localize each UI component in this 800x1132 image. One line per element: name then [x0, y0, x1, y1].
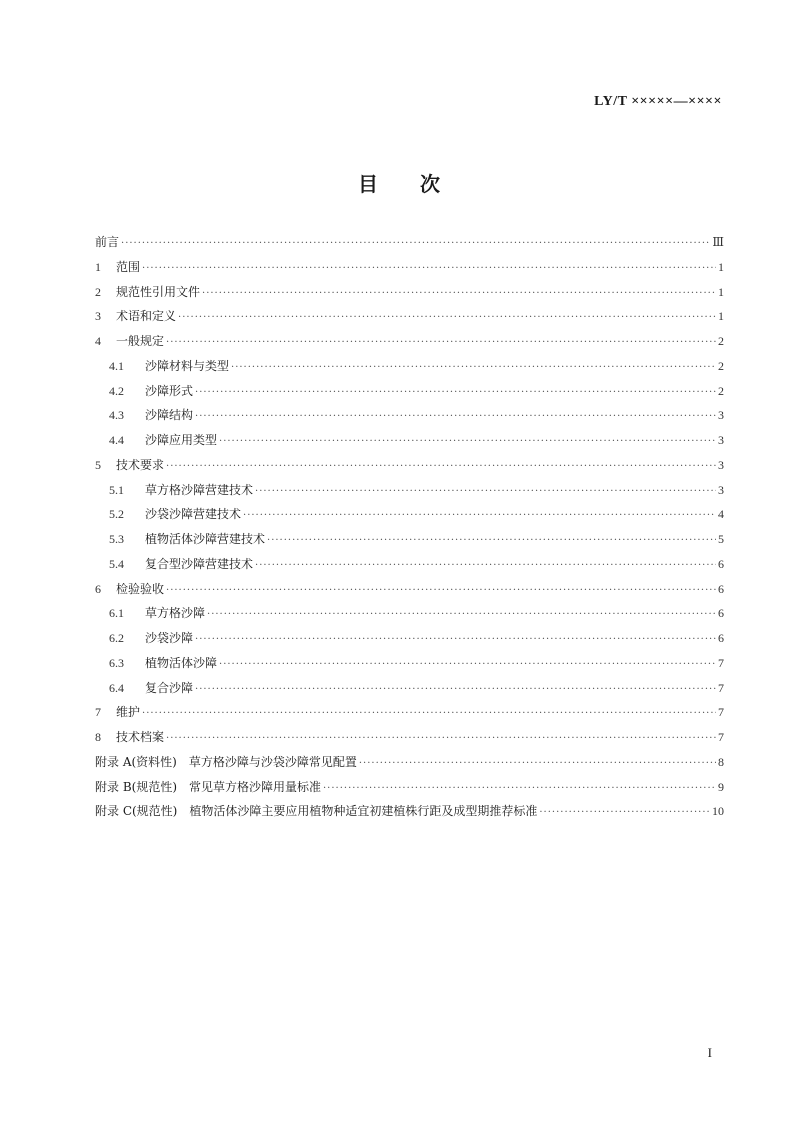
toc-entry[interactable] — [95, 676, 724, 701]
toc-entry-page: 6 — [718, 581, 724, 596]
toc-dot-leader — [166, 579, 716, 602]
toc-entry-label: 沙障应用类型 — [145, 433, 218, 447]
toc-dot-leader — [255, 554, 716, 577]
toc-entry-page: 3 — [718, 482, 724, 497]
toc-entry-label: 一般规定 — [116, 334, 165, 348]
toc-entry-label: 草方格沙障营建技术 — [145, 482, 254, 497]
toc-dot-leader — [539, 801, 710, 824]
toc-dot-leader — [195, 678, 716, 701]
toc-dot-leader — [166, 455, 716, 478]
toc-title-right: 次 — [420, 172, 442, 196]
toc-entry-page: 6 — [718, 631, 724, 645]
toc-dot-leader — [195, 381, 716, 404]
toc-entry-label: 附录 A(资料性) 草方格沙障与沙袋沙障常见配置 — [95, 754, 357, 769]
standard-code: LY/T ×××××—×××× — [594, 94, 722, 109]
toc-entry[interactable] — [95, 379, 724, 404]
toc-dot-leader — [166, 727, 716, 750]
toc-entry-page: 2 — [718, 383, 724, 398]
toc-dot-leader — [231, 356, 716, 379]
toc-entry-label: 附录 B(规范性) 常见草方格沙障用量标准 — [95, 779, 321, 794]
toc-entry[interactable] — [95, 527, 724, 552]
toc-entry-page: 7 — [718, 680, 724, 695]
toc-dot-leader — [121, 232, 710, 255]
toc-entry[interactable] — [95, 354, 724, 379]
toc-entry-number: 6.3 — [109, 655, 124, 670]
toc-entry[interactable] — [95, 750, 724, 775]
toc-entry[interactable] — [95, 700, 724, 725]
toc-entry[interactable] — [95, 428, 724, 453]
toc-entry-page: 3 — [718, 457, 724, 472]
toc-dot-leader — [323, 777, 716, 800]
toc-entry-page: 6 — [718, 606, 724, 621]
toc-entry-label: 沙障形式 — [145, 383, 194, 398]
toc-entry-number: 4.3 — [109, 408, 124, 423]
toc-dot-leader — [219, 653, 716, 676]
toc-entry-number: 5.4 — [109, 556, 124, 571]
toc-entry-page: 5 — [718, 532, 724, 546]
toc-entry[interactable] — [95, 255, 724, 280]
toc-entry-label: 沙障材料与类型 — [145, 358, 230, 373]
toc-dot-leader — [195, 628, 716, 651]
toc-entry-page: 7 — [718, 655, 724, 670]
toc-entry-number: 3 — [95, 309, 101, 324]
toc-dot-leader — [178, 306, 716, 329]
toc-entry-label: 沙袋沙障 — [145, 631, 194, 645]
toc-entry-number: 4.4 — [109, 433, 124, 447]
toc-dot-leader — [202, 282, 716, 305]
toc-dot-leader — [267, 529, 716, 552]
toc-entry-label: 附录 C(规范性) 植物活体沙障主要应用植物种适宜初建植株行距及成型期推荐标准 — [95, 804, 538, 819]
toc-entry-label: 草方格沙障 — [145, 606, 206, 621]
toc-title — [0, 168, 800, 197]
toc-dot-leader — [166, 331, 716, 354]
toc-entry[interactable] — [95, 478, 724, 503]
toc-entry-number: 1 — [95, 259, 101, 274]
toc-entry-label: 复合沙障 — [145, 680, 194, 695]
toc-entry-label: 沙障结构 — [145, 408, 194, 423]
toc-entry-label: 前言 — [95, 235, 120, 249]
toc-entry-number: 8 — [95, 730, 101, 744]
toc-entry-number: 4.2 — [109, 383, 124, 398]
toc-entry-number: 5.2 — [109, 507, 124, 522]
toc-dot-leader — [142, 257, 716, 280]
toc-entry-number: 5 — [95, 457, 101, 472]
toc-entry-number: 2 — [95, 284, 101, 299]
toc-entry-number: 7 — [95, 705, 101, 720]
toc-entry[interactable] — [95, 577, 724, 602]
toc-entry[interactable] — [95, 626, 724, 651]
toc-entry[interactable] — [95, 651, 724, 676]
toc-entry[interactable] — [95, 329, 724, 354]
toc-entry-label: 范围 — [116, 259, 141, 274]
toc-entry[interactable] — [95, 725, 724, 750]
toc-entry-label: 技术要求 — [116, 457, 165, 472]
toc-entry-page: 2 — [718, 334, 724, 348]
toc-entry[interactable] — [95, 502, 724, 527]
toc-entry-number: 6.1 — [109, 606, 124, 621]
toc-entry-label: 植物活体沙障 — [145, 655, 218, 670]
toc-entry-label: 检验验收 — [116, 581, 165, 596]
toc-entry-page: 7 — [718, 705, 724, 720]
toc-entry-label: 植物活体沙障营建技术 — [145, 532, 266, 546]
toc-entry-label: 技术档案 — [116, 730, 165, 744]
toc-entry-label: 沙袋沙障营建技术 — [145, 507, 242, 522]
toc-entry-label: 规范性引用文件 — [116, 284, 201, 299]
toc-entry-number: 4.1 — [109, 358, 124, 373]
toc-entry-page: 1 — [718, 309, 724, 324]
toc-dot-leader — [243, 504, 716, 527]
toc-entry[interactable] — [95, 601, 724, 626]
toc-entry-page: 8 — [718, 754, 724, 769]
toc-entry-page: 6 — [718, 556, 724, 571]
toc-dot-leader — [255, 480, 716, 503]
toc-entry[interactable] — [95, 552, 724, 577]
toc-entry-label: 术语和定义 — [116, 309, 177, 324]
toc-entry-number: 6.2 — [109, 631, 124, 645]
toc-entry-number: 4 — [95, 334, 101, 348]
toc-entry[interactable] — [95, 280, 724, 305]
toc-entry[interactable] — [95, 453, 724, 478]
toc-entry[interactable] — [95, 304, 724, 329]
toc-entry-page: 3 — [718, 433, 724, 447]
toc-entry[interactable] — [95, 403, 724, 428]
toc-entry-number: 5.3 — [109, 532, 124, 546]
toc-entry-page: 1 — [718, 284, 724, 299]
toc-entry[interactable] — [95, 230, 724, 255]
toc-dot-leader — [207, 603, 716, 626]
toc-entry-page: Ⅲ — [712, 235, 724, 249]
toc-dot-leader — [359, 752, 716, 775]
toc-entry-page: 9 — [718, 779, 724, 794]
toc-dot-leader — [195, 405, 716, 428]
toc-dot-leader — [219, 430, 716, 453]
toc-entry-page: 7 — [718, 730, 724, 744]
toc-title-left: 目 — [358, 172, 380, 196]
toc-entry[interactable] — [95, 775, 724, 800]
toc-entry-page: 3 — [718, 408, 724, 423]
toc-entry-label: 复合型沙障营建技术 — [145, 556, 254, 571]
toc-dot-leader — [142, 702, 716, 725]
page-number: I — [707, 1045, 712, 1060]
toc-entry-number: 5.1 — [109, 482, 124, 497]
toc-entry-label: 维护 — [116, 705, 141, 720]
toc-entry-page: 4 — [718, 507, 724, 522]
toc-list — [95, 230, 724, 824]
toc-entry[interactable] — [95, 799, 724, 824]
toc-entry-number: 6 — [95, 581, 101, 596]
toc-entry-page: 10 — [712, 804, 724, 819]
toc-entry-page: 1 — [718, 259, 724, 274]
toc-entry-number: 6.4 — [109, 680, 124, 695]
toc-entry-page: 2 — [718, 358, 724, 373]
